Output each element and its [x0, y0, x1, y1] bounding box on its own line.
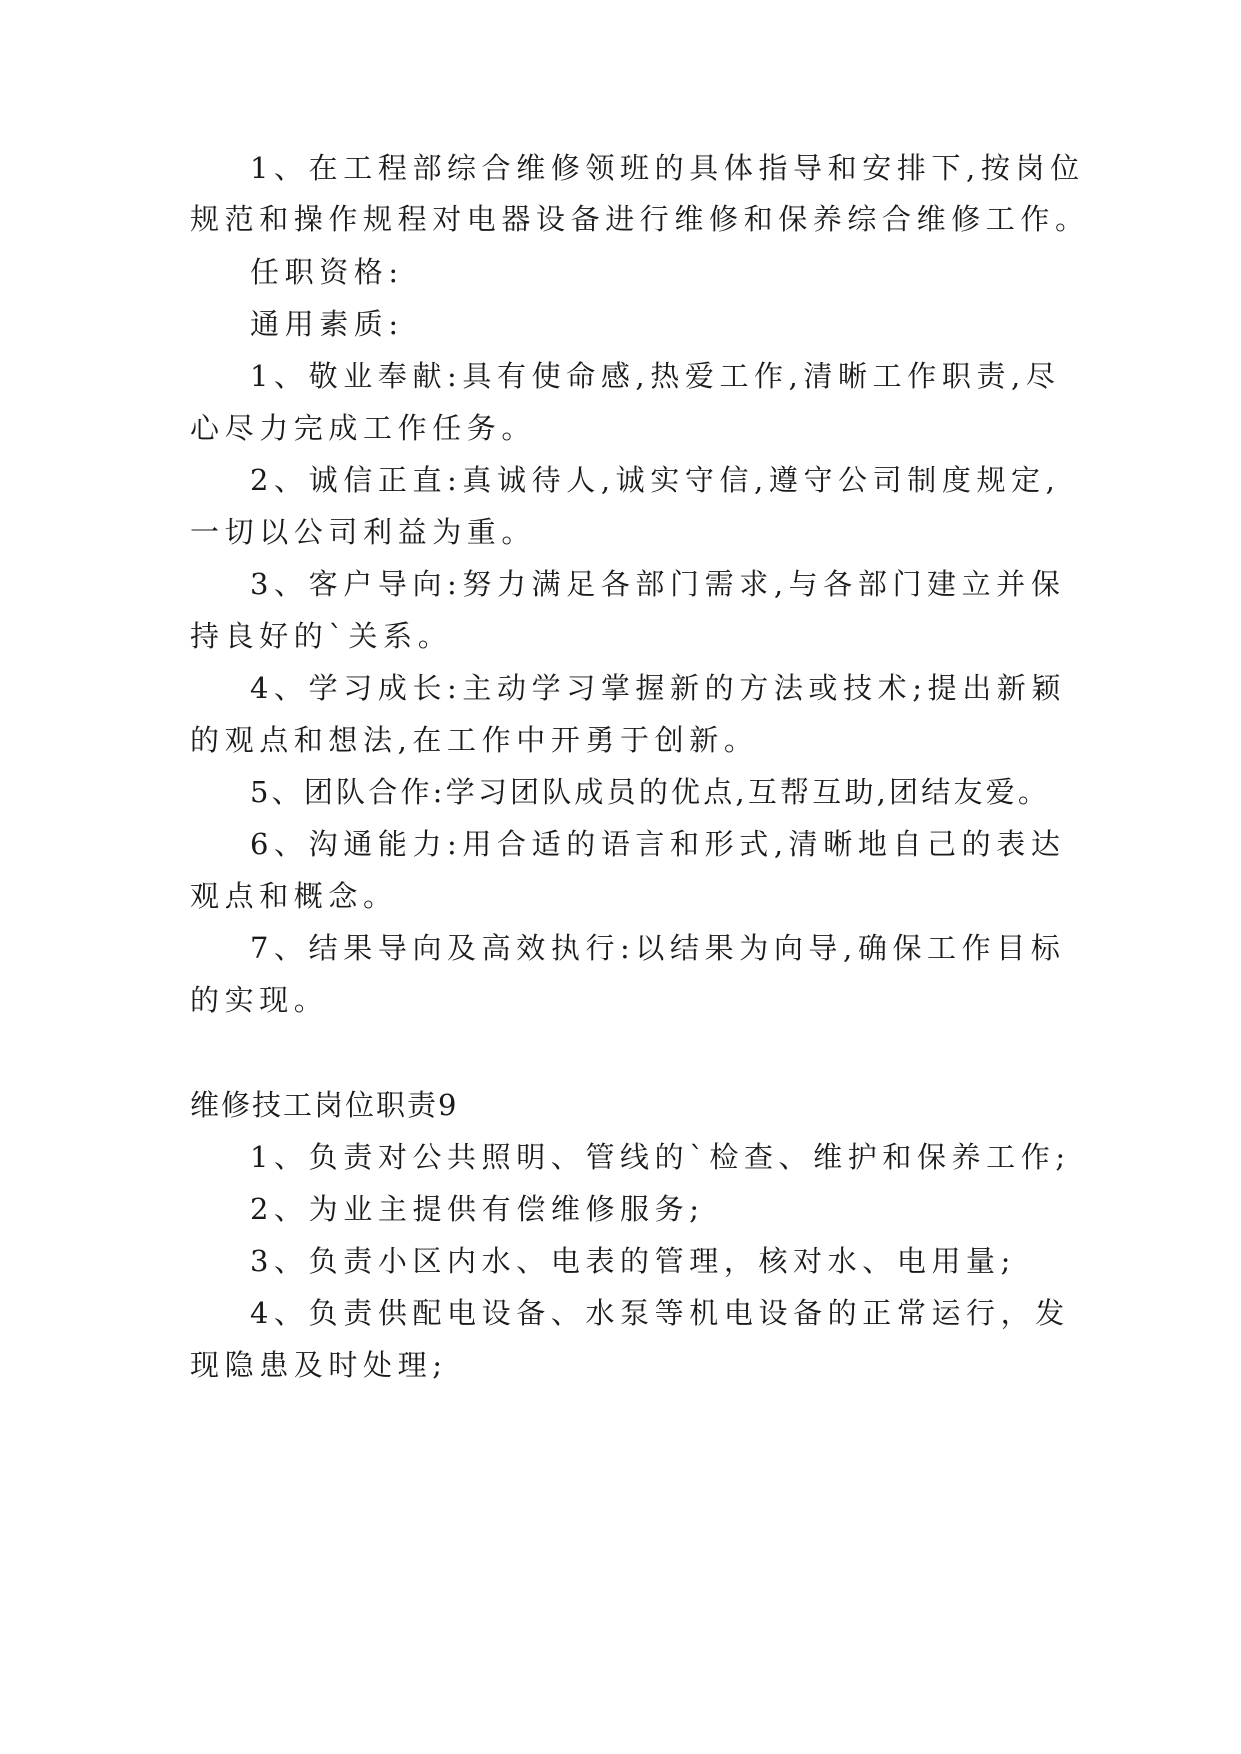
quality2-line1: 2、诚信正直:真诚待人,诚实守信,遵守公司制度规定,: [250, 463, 1061, 497]
duty3-line1: 3、负责小区内水、电表的管理，核对水、电用量;: [250, 1244, 1017, 1278]
quality4-line2: 的观点和想法,在工作中开勇于创新。: [190, 723, 759, 757]
duty4-line2: 现隐患及时处理;: [190, 1348, 448, 1382]
quality3-line1: 3、客户导向:努力满足各部门需求,与各部门建立并保: [250, 567, 1066, 601]
duty4-line1: 4、负责供配电设备、水泵等机电设备的正常运行，发: [250, 1296, 1070, 1330]
quality7-line1: 7、结果导向及高效执行:以结果为向导,确保工作目标: [250, 931, 1066, 965]
quality2-line2: 一切以公司利益为重。: [190, 515, 537, 549]
quality7-line2: 的实现。: [190, 983, 329, 1017]
quality3-line2: 持良好的`关系。: [190, 619, 453, 653]
duty1-line1: 1、负责对公共照明、管线的`检查、维护和保养工作;: [250, 1140, 1071, 1174]
qualification-label: 任职资格:: [250, 255, 404, 289]
quality6-line1: 6、沟通能力:用合适的语言和形式,清晰地自己的表达: [250, 827, 1066, 861]
section-title: 维修技工岗位职责9: [190, 1088, 459, 1122]
quality1-line2: 心尽力完成工作任务。: [190, 411, 537, 445]
quality6-line2: 观点和概念。: [190, 879, 398, 913]
item1-line2: 规范和操作规程对电器设备进行维修和保养综合维修工作。: [190, 202, 1090, 236]
quality4-line1: 4、学习成长:主动学习掌握新的方法或技术;提出新颖: [250, 671, 1066, 705]
quality1-line1: 1、敬业奉献:具有使命感,热爱工作,清晰工作职责,尽: [250, 359, 1061, 393]
general-quality-label: 通用素质:: [250, 307, 404, 341]
item1-line1: 1、在工程部综合维修领班的具体指导和安排下,按岗位: [250, 151, 1085, 185]
quality5-line1: 5、团队合作:学习团队成员的优点,互帮互助,团结友爱。: [250, 775, 1051, 809]
duty2-line1: 2、为业主提供有偿维修服务;: [250, 1192, 705, 1226]
